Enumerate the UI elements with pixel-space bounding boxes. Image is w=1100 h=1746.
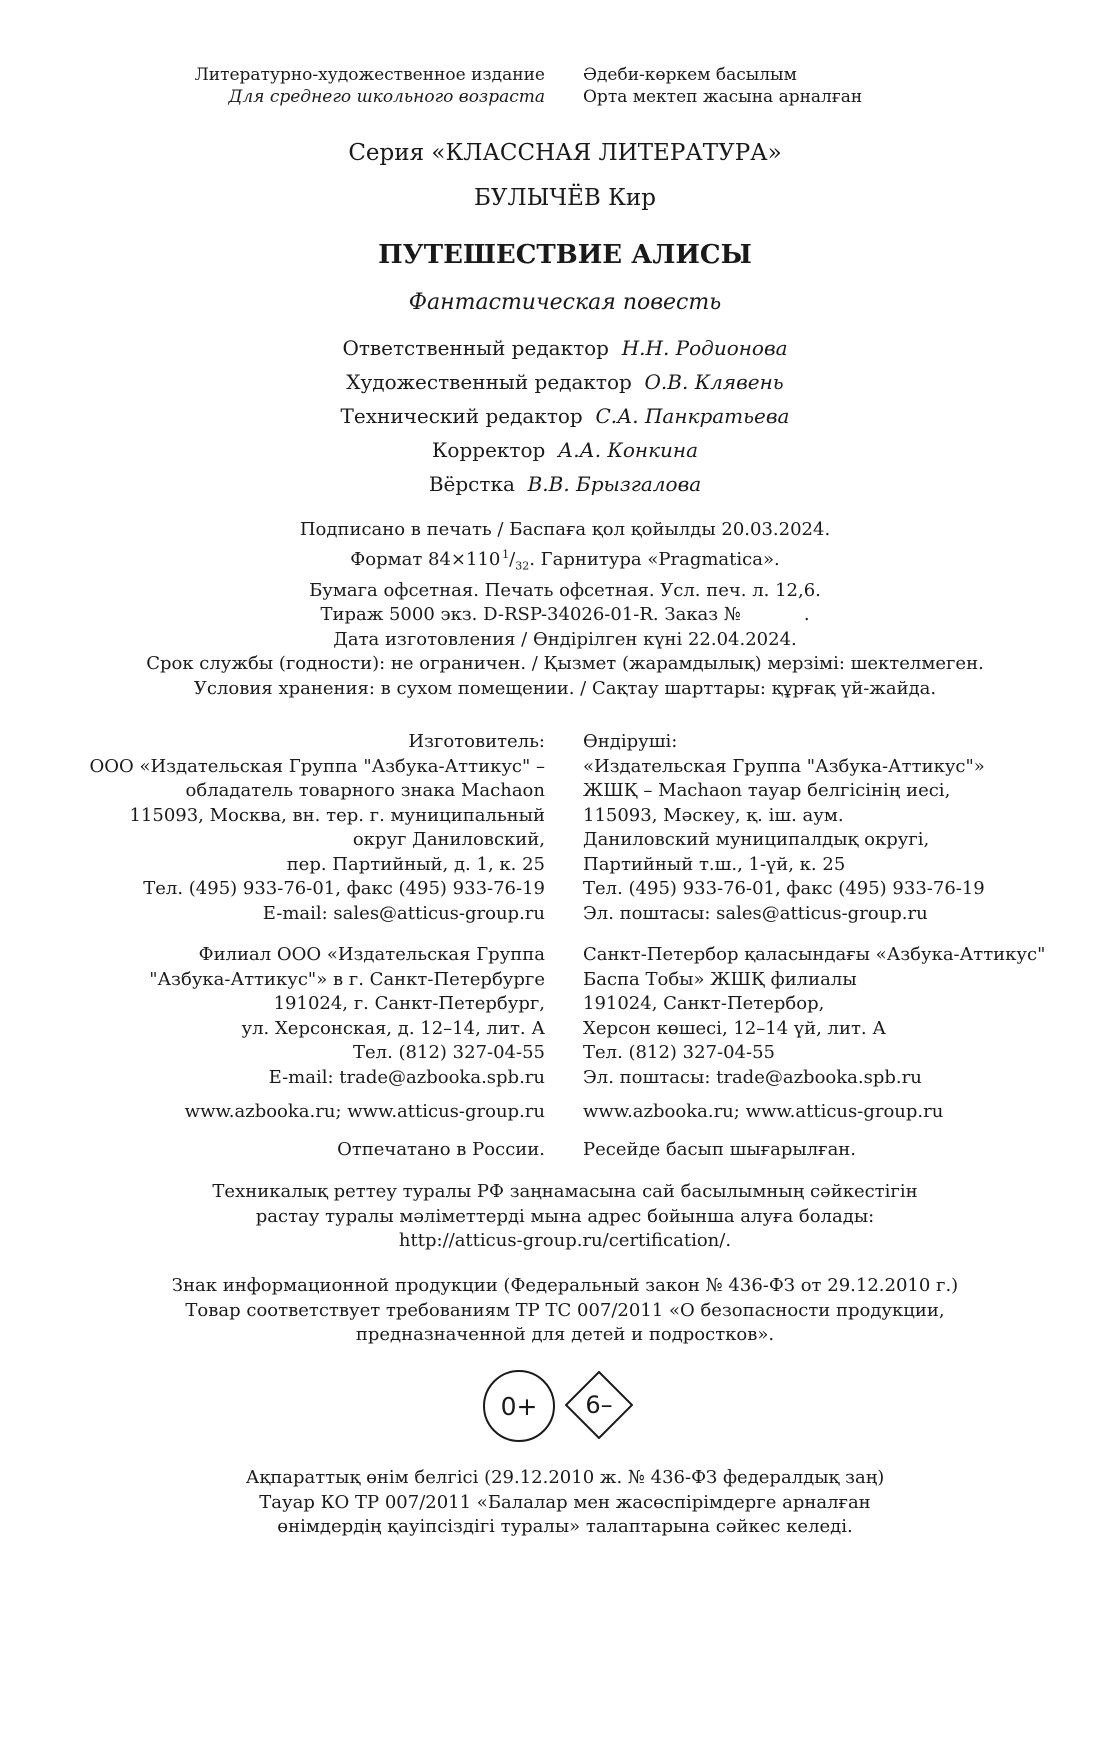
print-info: [0, 518, 1100, 701]
run-end: .: [803, 604, 810, 626]
printed-ru: Отпечатано в России.: [337, 1139, 545, 1160]
cert-line: Техникалық реттеу туралы РФ заңнамасына сай басылымның сәйкестігін: [212, 1181, 918, 1202]
manufacturer-ru-line: ООО «Издательская Группа "Азбука-Аттикус" –: [89, 755, 545, 777]
series: Серия «КЛАССНАЯ ЛИТЕРАТУРА»: [348, 140, 782, 166]
manufacturer-kz: [583, 730, 985, 926]
manufacturer-ru-line: Изготовитель:: [408, 731, 545, 752]
branch-kz-line: Херсон көшесі, 12–14 үй, лит. А: [583, 1017, 886, 1039]
signed-date: Подписано в печать / Баспаға қол қойылды 20.03.2024.: [299, 519, 831, 540]
age-diamond-mark: [565, 1371, 633, 1439]
manufacturer-ru-line: E-mail: sales@atticus-group.ru: [262, 902, 545, 924]
run-text: Тираж 5000 экз. D-RSP-34026-01-R. Заказ №: [320, 604, 741, 626]
manufacturer-ru: [40, 730, 545, 926]
staff-name: С.А. Панкратьева: [595, 404, 790, 428]
staff-name: А.А. Конкина: [558, 438, 699, 462]
law-ru-line: Товар соответствует требованиям ТР ТС 007/2011 «О безопасности продукции,: [185, 1299, 945, 1321]
web-kz: www.azbooka.ru; www.atticus-group.ru: [583, 1101, 944, 1122]
format-sup: 1: [502, 547, 510, 561]
branch-ru-line: Тел. (812) 327-04-55: [353, 1042, 545, 1063]
staff-role: Корректор: [431, 438, 546, 462]
author: БУЛЫЧЁВ Кир: [474, 185, 656, 211]
manufacturer-kz-line: «Издательская Группа "Азбука-Аттикус"»: [583, 755, 985, 777]
law-kz-line: Ақпараттық өнім белгісі (29.12.2010 ж. № 436-ФЗ федералдық заң): [245, 1467, 885, 1488]
header-right: [583, 64, 862, 108]
law-kz-line: Тауар КО ТР 007/2011 «Балалар мен жасөспірімдерге арналған: [259, 1491, 871, 1513]
branch-ru-line: "Азбука-Аттикус"» в г. Санкт-Петербурге: [149, 968, 545, 990]
law-ru: [0, 1274, 1100, 1348]
manufacturer-kz-line: Тел. (495) 933-76-01, факс (495) 933-76-19: [583, 878, 985, 899]
staff-name: Н.Н. Родионова: [621, 336, 788, 360]
age-marks: [483, 1370, 645, 1450]
staff-row: [0, 438, 1100, 462]
staff-name: О.В. Клявень: [644, 370, 784, 394]
staff-role: Технический редактор: [340, 404, 583, 428]
format-post: . Гарнитура «Pragmatica».: [529, 548, 780, 570]
edition-type-kz: Әдеби-көркем басылым: [583, 65, 797, 85]
branch-kz: [583, 943, 1045, 1090]
age-kz: Орта мектеп жасына арналған: [583, 87, 863, 107]
manufacturer-ru-line: 115093, Москва, вн. тер. г. муниципальный: [129, 804, 545, 826]
branch-ru-line: 191024, г. Санкт-Петербург,: [273, 993, 545, 1014]
branch-kz-line: Баспа Тобы» ЖШҚ филиалы: [583, 968, 857, 990]
format-line: Формат 84×110 $^1/_{32}$. Гарнитура «Pragmatica».: [350, 547, 780, 573]
web-ru: www.azbooka.ru; www.atticus-group.ru: [184, 1101, 545, 1122]
branch-ru-line: Филиал ООО «Издательская Группа: [198, 944, 545, 965]
manufacturer-kz-line: Партийный т.ш., 1-үй, к. 25: [583, 853, 846, 875]
law-ru-line: Знак информационной продукции (Федеральный закон № 436-ФЗ от 29.12.2010 г.): [171, 1275, 959, 1296]
branch-kz-line: Эл. поштасы: trade@azbooka.spb.ru: [583, 1066, 922, 1088]
branch-kz-line: Санкт-Петербор қаласындағы «Азбука-Аттикус": [583, 944, 1046, 965]
branch-kz-line: Тел. (812) 327-04-55: [583, 1042, 775, 1063]
law-kz: [0, 1466, 1100, 1540]
branch-ru-line: ул. Херсонская, д. 12–14, лит. А: [241, 1017, 545, 1039]
staff-role: Вёрстка: [428, 472, 515, 496]
cert-url: http://atticus-group.ru/certification/.: [398, 1230, 732, 1251]
manufacturer-kz-line: Даниловский муниципалдық округі,: [583, 829, 930, 850]
manufacturer-kz-line: Эл. поштасы: sales@atticus-group.ru: [583, 902, 928, 924]
staff-role: Ответственный редактор: [342, 336, 609, 360]
staff-row: [0, 336, 1100, 360]
edition-type-ru: Литературно-художественное издание: [194, 65, 545, 85]
storage: Условия хранения: в сухом помещении. / Сақтау шарттары: құрғақ үй-жайда.: [193, 677, 937, 699]
cert-line: растау туралы мәліметтерді мына адрес бойынша алуға болады:: [255, 1205, 875, 1227]
age-ru: Для среднего школьного возраста: [228, 87, 545, 107]
format-sub: 32: [515, 559, 530, 573]
manufacturer-ru-line: Тел. (495) 933-76-01, факс (495) 933-76-19: [143, 878, 545, 899]
manufacturer-kz-line: 115093, Мәскеу, қ. іш. аум.: [583, 804, 844, 826]
manufacturer-kz-line: Өндіруші:: [583, 731, 678, 752]
service-life: Срок службы (годности): не ограничен. / Қызмет (жарамдылық) мерзімі: шектелмеген.: [146, 653, 984, 675]
manufacturer-ru-line: пер. Партийный, д. 1, к. 25: [286, 853, 545, 875]
branch-ru: [40, 943, 545, 1090]
age-circle-label: 0+: [500, 1391, 538, 1421]
staff-name: В.В. Брызгалова: [527, 472, 702, 496]
certification: [0, 1180, 1100, 1254]
branch-ru-line: E-mail: trade@azbooka.spb.ru: [268, 1066, 545, 1088]
staff-row: [0, 472, 1100, 496]
law-ru-line: предназначенной для детей и подростков».: [355, 1324, 775, 1345]
age-diamond-label: 6–: [585, 1391, 613, 1419]
manufacturer-ru-line: округ Даниловский,: [352, 829, 545, 850]
header-left: [150, 64, 545, 108]
book-title: ПУТЕШЕСТВИЕ АЛИСЫ: [378, 240, 752, 270]
manufacturer-ru-line: обладатель товарного знака Machaon: [185, 780, 545, 801]
staff-row: [0, 404, 1100, 428]
paper-line: Бумага офсетная. Печать офсетная. Усл. печ. л. 12,6.: [309, 579, 821, 601]
branch-kz-line: 191024, Санкт-Петербор,: [583, 993, 825, 1014]
run-line: [0, 603, 1100, 628]
printed-kz: Ресейде басып шығарылған.: [583, 1139, 857, 1160]
genre: Фантастическая повесть: [408, 290, 722, 315]
staff-role: Художественный редактор: [346, 370, 632, 394]
law-kz-line: өнімдердің қауіпсіздігі туралы» талаптарына сәйкес келеді.: [277, 1516, 853, 1537]
staff-row: [0, 370, 1100, 394]
age-circle-mark: [483, 1370, 555, 1442]
manufacturer-kz-line: ЖШҚ – Machaon тауар белгісінің иесі,: [583, 780, 951, 801]
made-date: Дата изготовления / Өндірілген күні 22.04.2024.: [333, 628, 797, 650]
format-pre: Формат 84×110: [350, 548, 501, 570]
